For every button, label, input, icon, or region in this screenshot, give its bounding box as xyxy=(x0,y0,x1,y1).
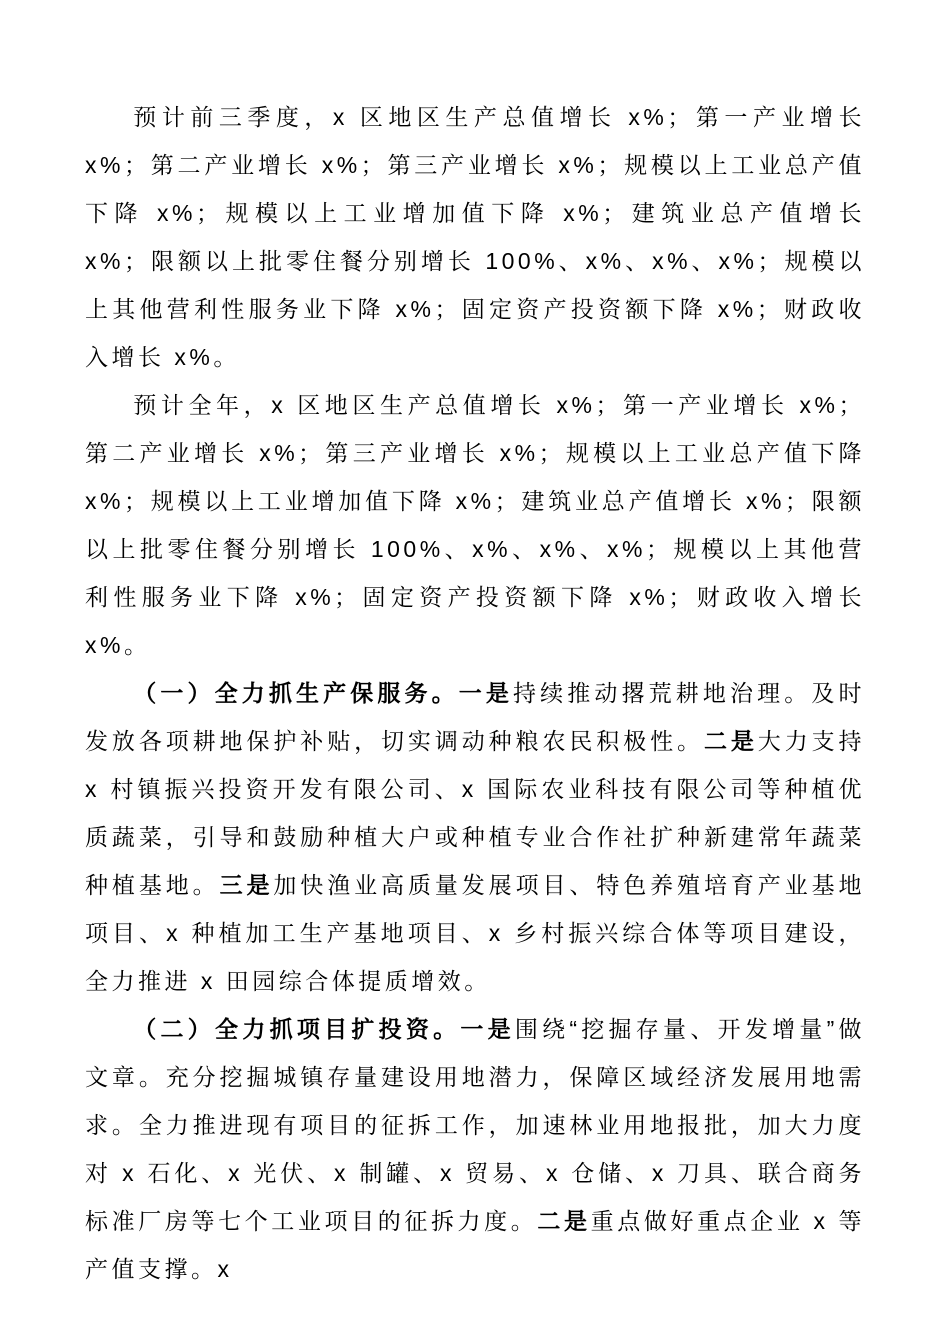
bold-text-run: （二）全力抓项目扩投资。一是 xyxy=(133,1016,515,1042)
paragraph-q3-forecast xyxy=(85,93,865,381)
text-run: 大力支持 x 村镇振兴投资开发有限公司、x 国际农业科技有限公司等种植优质蔬菜，引导和鼓励种植大户或种植专业合作社扩种新建常年蔬菜种植基地。 xyxy=(85,728,866,898)
text-run: 加快渔业高质量发展项目、特色养殖培育产业基地项目、x 种植加工生产基地项目、x 乡村振兴综合体等项目建设，全力推进 x 田园综合体提质增效。 xyxy=(85,872,866,994)
text-run: 重点做好重点企业 x 等产值支撑。x xyxy=(85,1208,866,1282)
paragraph-annual-forecast xyxy=(85,381,865,669)
bold-text-run: 二是 xyxy=(703,728,758,754)
paragraph-section-2-investment xyxy=(85,1005,865,1293)
text-run: 预计前三季度，x 区地区生产总值增长 x%；第一产业增长 x%；第二产业增长 x%；第三产业增长 x%；规模以上工业总产值下降 x%；规模以上工业增加值下降 x%；建筑业总产值增长 x%；限额以上批零住餐分别增长 100%、x%、x%、x%；规模以上其他营利性服务业下降 x%；固定资产投资额下降 x%；财政收入增长 x%。 xyxy=(85,104,865,370)
bold-text-run: （一）全力抓生产保服务。一是 xyxy=(133,680,514,706)
bold-text-run: 二是 xyxy=(537,1208,591,1234)
text-run: 持续推动撂荒耕地治理。及时发放各项耕地保护补贴，切实调动种粮农民积极性。 xyxy=(85,680,866,754)
text-run: 围绕“挖掘存量、开发增量”做文章。充分挖掘城镇存量建设用地潜力，保障区域经济发展用地需求。全力推进现有项目的征拆工作，加速林业用地报批，加大力度对 x 石化、x 光伏、x 制罐、x 贸易、x 仓储、x 刀具、联合商务标准厂房等七个工业项目的征拆力度。 xyxy=(85,1016,866,1234)
bold-text-run: 三是 xyxy=(219,872,274,898)
text-run: 预计全年，x 区地区生产总值增长 x%；第一产业增长 x%；第二产业增长 x%；第三产业增长 x%；规模以上工业总产值下降 x%；规模以上工业增加值下降 x%；建筑业总产值增长 x%；限额以上批零住餐分别增长 100%、x%、x%、x%；规模以上其他营利性服务业下降 x%；固定资产投资额下降 x%；财政收入增长 x%。 xyxy=(85,392,865,658)
paragraph-section-1-production xyxy=(85,669,865,1005)
